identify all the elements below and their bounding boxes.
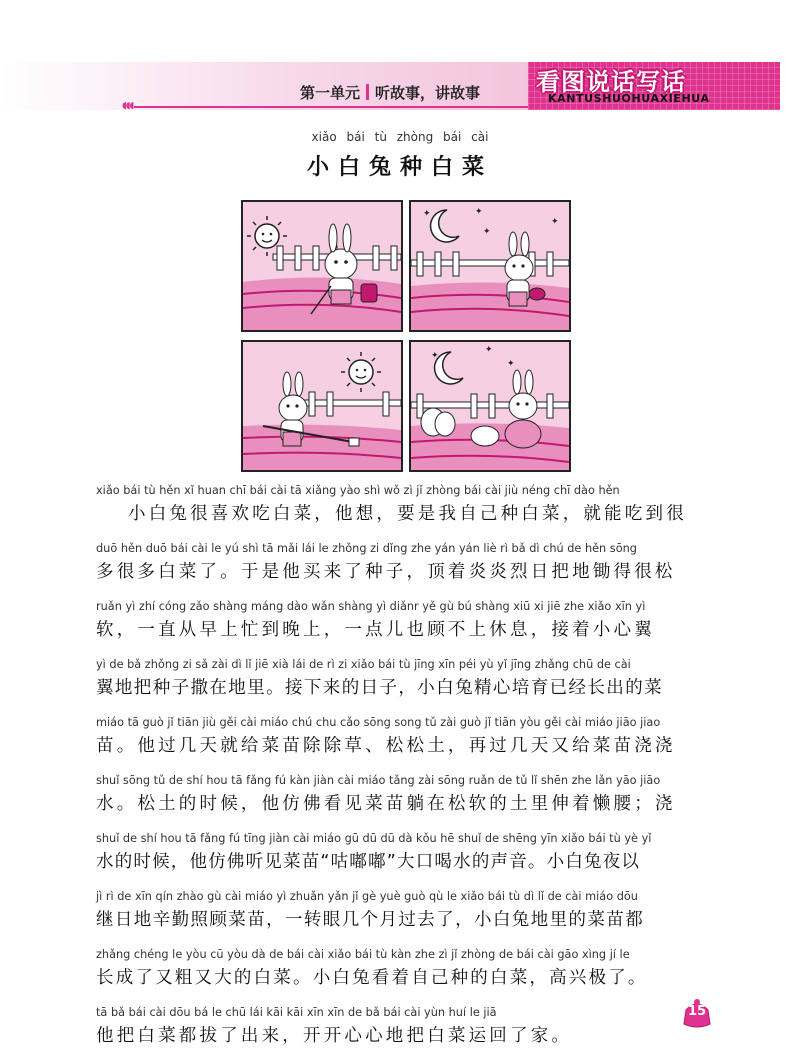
svg-text:✦: ✦: [551, 217, 559, 227]
story-line: [96, 542, 716, 600]
line-text: 水的时候，他仿佛听见菜苗“咕嘟嘟”大口喝水的声音。小白兔夜以: [96, 852, 641, 872]
seed-bucket-icon: [361, 284, 377, 302]
line-pinyin: shuǐ sōng tǔ de shí hou tā fǎng fú kàn jiàn cài miáo tǎng zài sōng ruǎn de tǔ lǐ shēn zhe lǎn yāo jiāo: [96, 774, 661, 787]
line-pinyin: ruǎn yì zhí cóng zǎo shàng máng dào wǎn shàng yì diǎnr yě gù bú shàng xiū xi jiē zhe xiǎo xīn yì: [96, 600, 646, 613]
svg-text:✦: ✦: [483, 227, 491, 237]
line-text: 他把白菜都拔了出来，开开心心地把白菜运回了家。: [96, 1026, 573, 1046]
brand-subtitle: KANTUSHUOHUAXIEHUA: [548, 92, 710, 105]
unit-separator: [366, 84, 369, 100]
page-number: 15: [687, 1004, 707, 1019]
comic-panel-moon-night-walk: [409, 200, 571, 332]
line-pinyin: shuǐ de shí hou tā fǎng fú tīng jiàn cài miáo gū dū dū dà kǒu hē shuǐ de shēng yīn xiǎo bái tù yè yǐ: [96, 832, 652, 845]
svg-text:✦: ✦: [423, 209, 431, 219]
comic-panel-sun-planting: [241, 200, 403, 332]
line-text: 继日地辛勤照顾菜苗，一转眼几个月过去了，小白兔地里的菜苗都: [96, 910, 645, 930]
comic-panel-sun-hoeing: [241, 340, 403, 472]
story-line: [96, 658, 716, 716]
line-text: 软，一直从早上忙到晚上，一点儿也顾不上休息，接着小心翼: [96, 620, 655, 640]
line-text: 水。松土的时候，他仿佛看见菜苗躺在松软的土里伸着懒腰；浇: [96, 794, 676, 814]
unit-topic: 听故事，讲故事: [375, 84, 481, 102]
svg-text:✦: ✦: [485, 345, 493, 355]
svg-text:✦: ✦: [507, 359, 515, 369]
story-line: [96, 716, 716, 774]
story-line: [96, 774, 716, 832]
line-text: 苗。他过几天就给菜苗除除草、松松土，再过几天又给菜苗浇浇: [96, 736, 676, 756]
story-line: [96, 1006, 716, 1064]
header-dots-decoration: ◖◖◖: [122, 101, 134, 111]
story-line: [96, 832, 716, 890]
story-line: [96, 484, 716, 542]
title-pinyin: xiǎo bái tù zhòng bái cài: [311, 130, 489, 144]
svg-text:✦: ✦: [431, 351, 439, 361]
line-pinyin: jì rì de xīn qín zhào gù cài miáo yì zhuǎn yǎn jǐ gè yuè guò qù le xiǎo bái tù dì lǐ de cài miáo dōu: [96, 890, 638, 903]
header-rule: [134, 106, 530, 108]
line-pinyin: xiǎo bái tù hěn xǐ huan chī bái cài tā xiǎng yào shì wǒ zì jǐ zhòng bái cài jiù néng chī dào hěn: [96, 484, 620, 497]
svg-text:✦: ✦: [475, 207, 483, 217]
story-line: [96, 890, 716, 948]
line-pinyin: duō hěn duō bái cài le yú shì tā mǎi lái le zhǒng zi dǐng zhe yán yán liè rì bǎ dì chú de hěn sōng: [96, 542, 637, 555]
line-text: 长成了又粗又大的白菜。小白兔看着自己种的白菜，高兴极了。: [96, 968, 648, 988]
unit-label: 第一单元: [300, 84, 361, 102]
line-text: 小白兔很喜欢吃白菜，他想，要是我自己种白菜，就能吃到很: [128, 504, 687, 524]
line-text: 多很多白菜了。于是他买来了种子，顶着炎炎烈日把地锄得很松: [96, 562, 676, 582]
story-line: [96, 948, 716, 1006]
story-line: [96, 600, 716, 658]
unit-heading: [300, 82, 480, 103]
brand-title: 看图说话写话: [536, 68, 686, 96]
line-text: 翼地把种子撒在地里。接下来的日子，小白兔精心培育已经长出的菜: [96, 678, 663, 698]
line-pinyin: zhǎng chéng le yòu cū yòu dà de bái cài xiǎo bái tù kàn zhe zì jǐ zhòng de bái cài gāo xìng jí le: [96, 948, 630, 961]
line-pinyin: tā bǎ bái cài dōu bá le chū lái kāi kāi xīn xīn de bǎ bái cài yùn huí le jiā: [96, 1006, 497, 1019]
story-title: 小白兔种白菜: [306, 154, 493, 180]
story-text: [96, 484, 716, 1064]
comic-panel-moon-harvest: [409, 340, 571, 472]
line-pinyin: miáo tā guò jǐ tiān jiù gěi cài miáo chú chu cǎo sōng song tǔ zài guò jǐ tiān yòu gěi cài miáo jiāo jiao: [96, 716, 661, 729]
line-pinyin: yì de bǎ zhǒng zi sǎ zài dì lǐ jiē xià lái de rì zi xiǎo bái tù jīng xīn péi yù yǐ jīng zhǎng chū de cài: [96, 658, 631, 671]
